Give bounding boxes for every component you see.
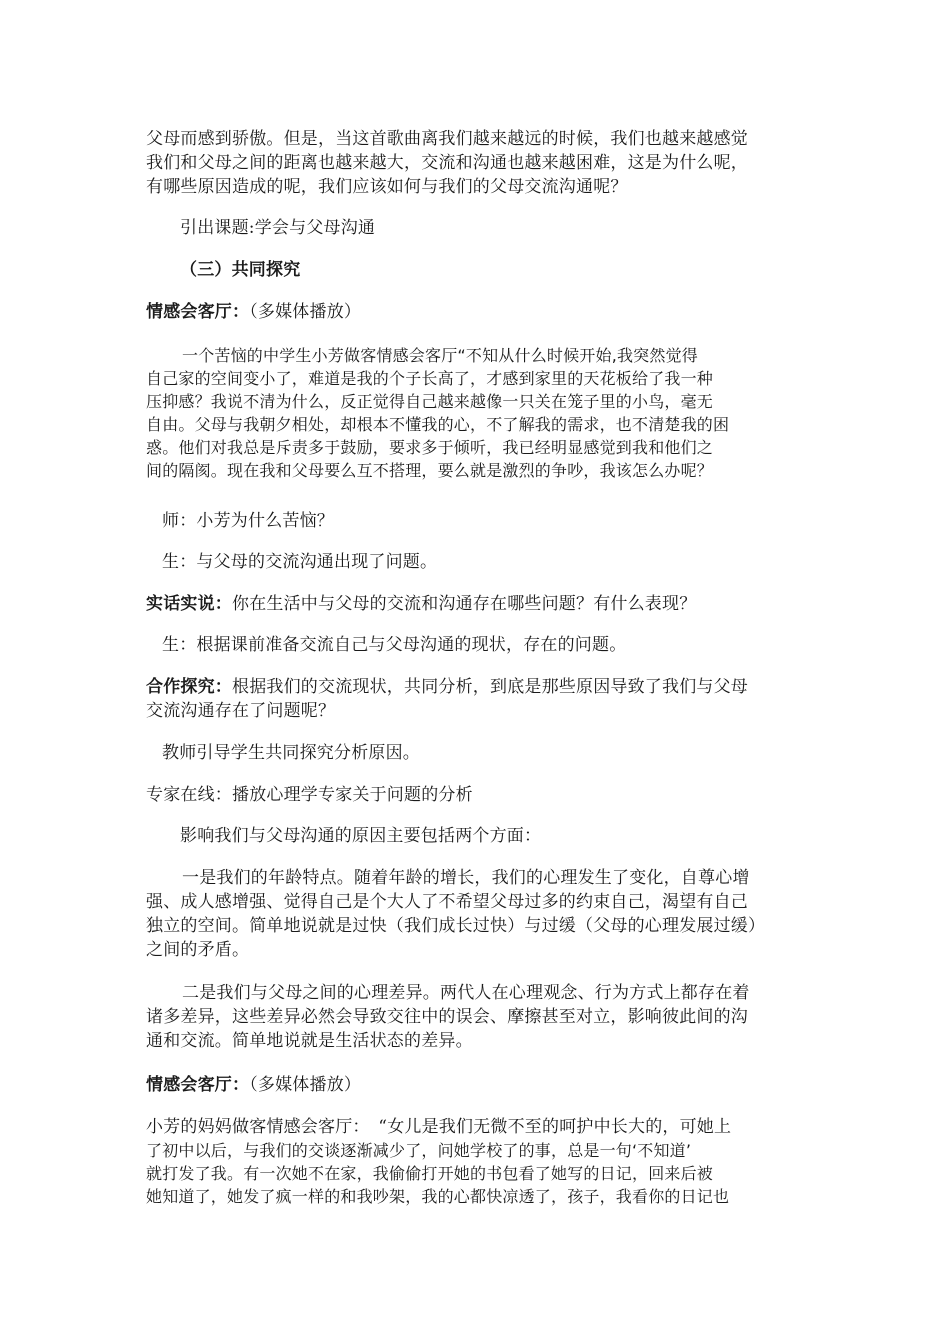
hall-label: 情感会客厅： — [146, 1075, 250, 1095]
lesson-topic: 引出课题:学会与父母沟通 — [180, 218, 376, 238]
expert-online: 专家在线：播放心理学专家关于问题的分析 — [146, 785, 473, 805]
text-line: 自由。父母与我朝夕相处，却根本不懂我的心，不了解我的需求，也不清楚我的困 — [146, 415, 730, 434]
reasons-intro: 影响我们与父母沟通的原因主要包括两个方面： — [180, 826, 542, 846]
text-line: 自己家的空间变小了，难道是我的个子长高了，才感到家里的天花板给了我一种 — [146, 369, 714, 388]
talk-text: 你在生活中与父母的交流和沟通存在哪些问题？有什么表现？ — [232, 594, 697, 614]
hall-note: （多媒体播放） — [249, 1075, 362, 1095]
text-line: 有哪些原因造成的呢，我们应该如何与我们的父母交流沟通呢？ — [146, 177, 628, 197]
reason-age — [146, 866, 810, 962]
text-line: 了初中以后，与我们的交谈逐渐减少了，问她学校了的事，总是一句‘不知道’ — [146, 1141, 692, 1160]
text-line: 诸多差异，这些差异必然会导致交往中的误会、摩擦甚至对立，影响彼此间的沟 — [146, 1007, 748, 1027]
section-heading-explore: （三）共同探究 — [180, 260, 301, 280]
reason-psychology — [146, 981, 810, 1053]
talk-label: 实话实说： — [146, 594, 232, 614]
text-line: 一是我们的年龄特点。随着年龄的增长，我们的心理发生了变化，自尊心增 — [182, 868, 750, 888]
hall-note: （多媒体播放） — [249, 302, 362, 322]
teacher-guide: 教师引导学生共同探究分析原因。 — [162, 743, 420, 763]
student-answer-2: 生：根据课前准备交流自己与父母沟通的现状，存在的问题。 — [162, 635, 627, 655]
text-line: 我们和父母之间的距离也越来越大，交流和沟通也越来越困难，这是为什么呢， — [146, 153, 748, 173]
teacher-question: 师：小芳为什么苦恼？ — [162, 511, 334, 531]
coop-text: 根据我们的交流现状，共同分析，到底是那些原因导致了我们与父母 — [232, 677, 748, 697]
hall-label: 情感会客厅： — [146, 302, 250, 322]
text-line: 父母而感到骄傲。但是，当这首歌曲离我们越来越远的时候，我们也越来越感觉 — [146, 129, 748, 149]
text-line: 交流沟通存在了问题呢？ — [146, 701, 336, 721]
coop-label: 合作探究： — [146, 677, 232, 697]
text-line: 她知道了，她发了疯一样的和我吵架，我的心都快凉透了，孩子，我看你的日记也 — [146, 1187, 730, 1206]
text-line: 间的隔阂。现在我和父母要么互不搭理，要么就是激烈的争吵，我该怎么办呢？ — [146, 461, 714, 480]
talk-section — [146, 592, 810, 616]
story-xiaofang — [146, 344, 810, 482]
hall-heading-1 — [146, 300, 810, 324]
text-line: 强、成人感增强、觉得自己是个大人了不希望父母过多的约束自己，渴望有自己 — [146, 892, 748, 912]
student-answer: 生：与父母的交流沟通出现了问题。 — [162, 552, 438, 572]
text-line: 之间的矛盾。 — [146, 940, 250, 960]
paragraph-intro-context — [146, 127, 810, 199]
text-line: 通和交流。简单地说就是生活状态的差异。 — [146, 1031, 473, 1051]
story-mother — [146, 1115, 810, 1208]
text-line: 二是我们与父母之间的心理差异。两代人在心理观念、行为方式上都存在着 — [182, 983, 750, 1003]
cooperative-explore — [146, 675, 810, 723]
text-line: 就打发了我。有一次她不在家，我偷偷打开她的书包看了她写的日记，回来后被 — [146, 1164, 714, 1183]
text-line: 独立的空间。简单地说就是过快（我们成长过快）与过缓（父母的心理发展过缓） — [146, 916, 766, 936]
text-line: 惑。他们对我总是斥责多于鼓励，要求多于倾听，我已经明显感觉到我和他们之 — [146, 438, 714, 457]
text-line: 一个苦恼的中学生小芳做客情感会客厅“不知从什么时候开始,我突然觉得 — [182, 346, 698, 365]
text-line: 小芳的妈妈做客情感会客厅： “女儿是我们无微不至的呵护中长大的，可她上 — [146, 1117, 732, 1137]
hall-heading-2 — [146, 1073, 810, 1097]
text-line: 压抑感？我说不清为什么，反正觉得自己越来越像一只关在笼子里的小鸟，毫无 — [146, 392, 714, 411]
